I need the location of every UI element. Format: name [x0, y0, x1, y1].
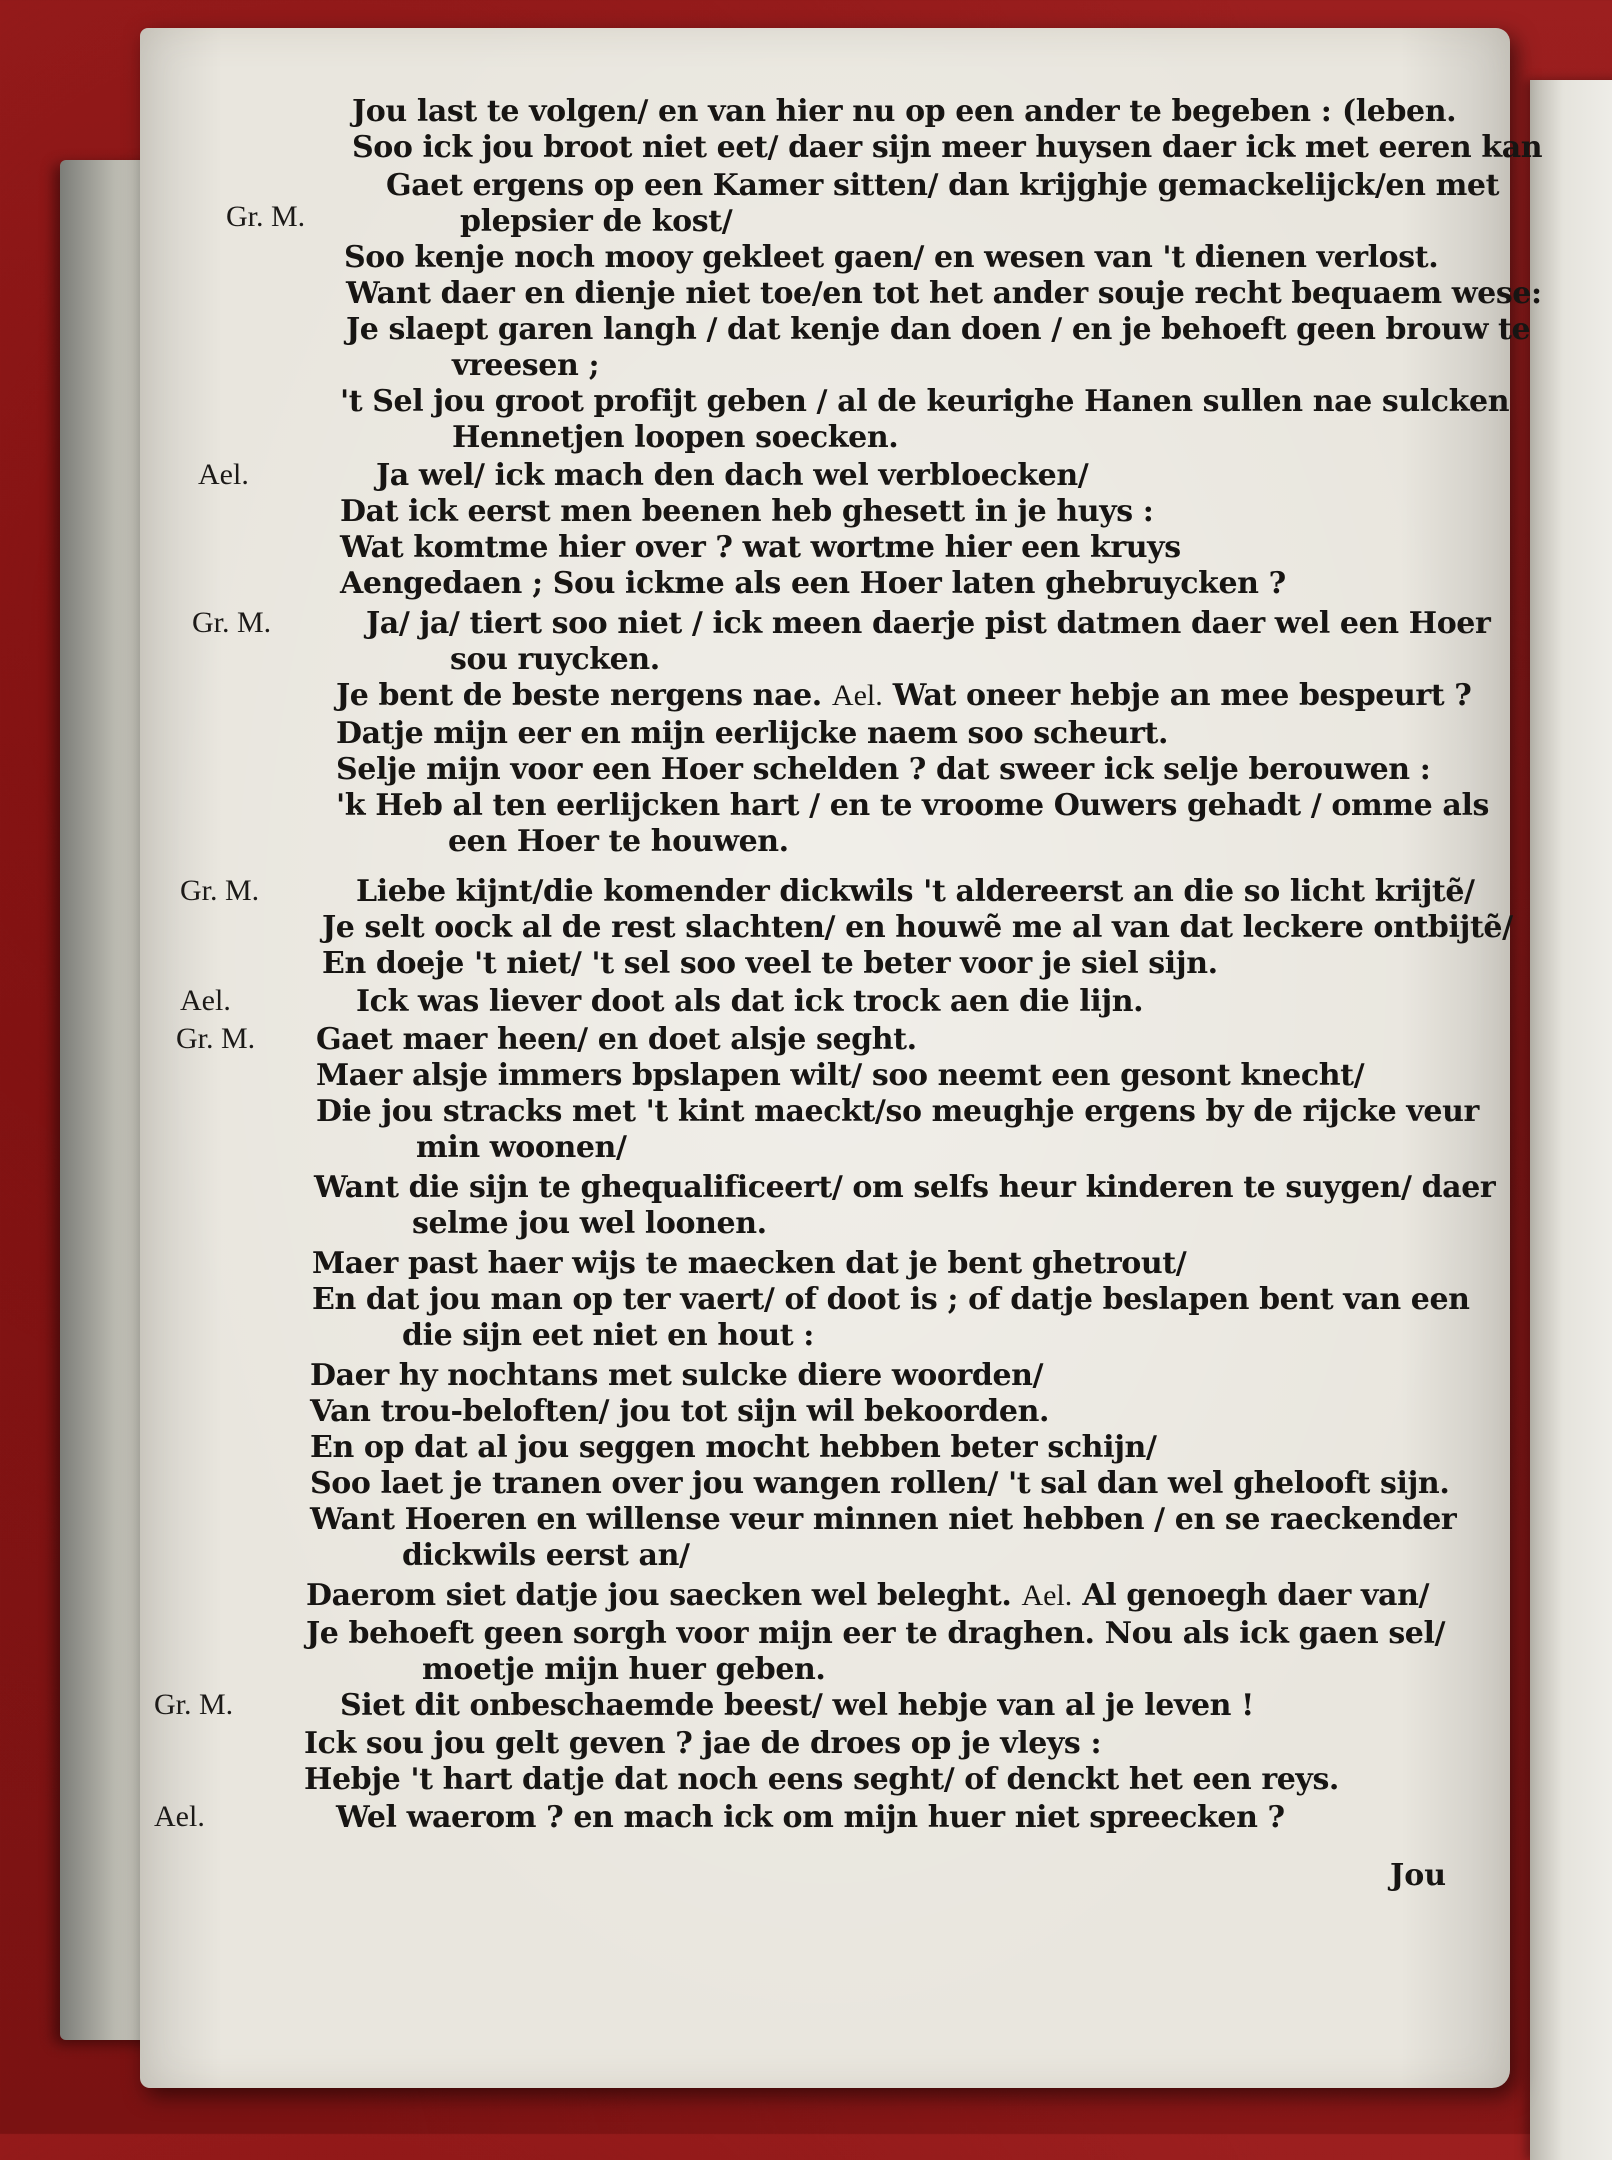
text-line: Soo kenje noch mooy gekleet gaen/ en wesen van 't dienen verlost. — [344, 240, 1439, 275]
text-line: min woonen/ — [416, 1130, 627, 1165]
text-line: Ick sou jou gelt geven ? jae de droes op je vleys : — [304, 1726, 1102, 1761]
text-line: Jou last te volgen/ en van hier nu op een ander te begeben : — [352, 94, 1332, 129]
text-line: moetje mijn huer geben. — [422, 1652, 826, 1687]
text-line: een Hoer te houwen. — [448, 824, 789, 859]
text-line: vreesen ; — [452, 348, 600, 383]
text-span: Al genoegh daer van/ — [1082, 1578, 1430, 1613]
text-line: 'k Heb al ten eerlijcken hart / en te vroome Ouwers gehadt / omme als — [336, 788, 1489, 823]
text-line: Van trou-beloften/ jou tot sijn wil bekoorden. — [310, 1394, 1050, 1429]
text-line: Ja wel/ ick mach den dach wel verbloecken/ — [376, 458, 1089, 493]
text-line: En dat jou man op ter vaert/ of doot is ; of datje beslapen bent van een — [312, 1282, 1470, 1317]
text-line: Wel waerom ? en mach ick om mijn huer niet spreecken ? — [336, 1800, 1285, 1835]
text-line — [336, 678, 1471, 713]
text-line: Wat komtme hier over ? wat wortme hier een kruys — [340, 530, 1181, 565]
text-span: Daerom siet datje jou saecken wel beleght. — [306, 1578, 1012, 1613]
text-line: 't Sel jou groot profijt geben / al de keurighe Hanen sullen nae sulcken — [340, 384, 1510, 419]
text-line: Maer alsje immers bpslapen wilt/ soo neemt een gesont knecht/ — [316, 1058, 1365, 1093]
text-line: sou ruycken. — [450, 642, 660, 677]
text-line: Dat ick eerst men beenen heb ghesett in je huys : — [340, 494, 1154, 529]
text-line: Hennetjen loopen soecken. — [452, 420, 899, 455]
text-line: Selje mijn voor een Hoer schelden ? dat sweer ick selje berouwen : — [336, 752, 1431, 787]
text-line: Liebe kijnt/die komender dickwils 't aldereerst an die so licht krijtẽ/ — [356, 874, 1475, 909]
text-line: Want daer en dienje niet toe/en tot het ander souje recht bequaem wese: — [346, 276, 1542, 311]
speaker-label: Gr. M. — [180, 874, 260, 907]
speaker-label: Gr. M. — [226, 200, 306, 233]
speaker-label: Ael. — [1021, 1579, 1073, 1612]
text-line: plepsier de kost/ — [460, 204, 733, 239]
speaker-label: Ael. — [198, 458, 249, 491]
speaker-label: Gr. M. — [176, 1022, 256, 1055]
text-line: selme jou wel loonen. — [412, 1206, 767, 1241]
text-line: Siet dit onbeschaemde beest/ wel hebje van al je leven ! — [340, 1688, 1254, 1723]
facing-page-edge — [1530, 80, 1612, 2160]
text-span: Wat oneer hebje an mee bespeurt ? — [892, 678, 1472, 713]
text-line: Soo laet je tranen over jou wangen rollen/ 't sal dan wel ghelooft sijn. — [310, 1466, 1450, 1501]
text-line: Gaet ergens op een Kamer sitten/ dan krijghje gemackelijck/en met — [386, 168, 1500, 203]
speaker-label: Gr. M. — [192, 606, 272, 639]
text-line: die sijn eet niet en hout : — [402, 1318, 814, 1353]
text-line: Want die sijn te ghequalificeert/ om selfs heur kinderen te suygen/ daer — [314, 1170, 1496, 1205]
speaker-label: Ael. — [180, 984, 231, 1017]
text-line: Je behoeft geen sorgh voor mijn eer te draghen. Nou als ick gaen sel/ — [306, 1616, 1446, 1651]
text-line: Ick was liever doot als dat ick trock aen die lijn. — [356, 984, 1144, 1019]
text-line: Want Hoeren en willense veur minnen niet hebben / en se raeckender — [310, 1502, 1457, 1537]
text-line: Je slaept garen langh / dat kenje dan doen / en je behoeft geen brouw te — [346, 312, 1531, 347]
speaker-label: Ael. — [154, 1800, 205, 1833]
text-line: dickwils eerst an/ — [402, 1538, 690, 1573]
text-line: Ja/ ja/ tiert soo niet / ick meen daerje pist datmen daer wel een Hoer — [366, 606, 1491, 641]
catchword: Jou — [1390, 1858, 1447, 1893]
text-line: Gaet maer heen/ en doet alsje seght. — [316, 1022, 917, 1057]
text-line: Soo ick jou broot niet eet/ daer sijn meer huysen daer ick met eeren kan — [352, 130, 1543, 165]
text-line: Maer past haer wijs te maecken dat je bent ghetrout/ — [312, 1246, 1187, 1281]
speaker-label: Gr. M. — [154, 1688, 234, 1721]
text-line — [306, 1578, 1429, 1613]
text-line: Aengedaen ; Sou ickme als een Hoer laten ghebruycken ? — [340, 566, 1286, 601]
text-line: Daer hy nochtans met sulcke diere woorden/ — [310, 1358, 1044, 1393]
speaker-label: Ael. — [831, 679, 883, 712]
text-line: Datje mijn eer en mijn eerlijcke naem soo scheurt. — [336, 716, 1169, 751]
text-line: Je selt oock al de rest slachten/ en houwẽ me al van dat leckere ontbijtẽ/ — [322, 910, 1513, 945]
book-page — [140, 28, 1543, 2088]
text-line: Hebje 't hart datje dat noch eens seght/ of denckt het een reys. — [304, 1762, 1339, 1797]
text-line: (leben. — [1342, 94, 1457, 129]
text-line: En op dat al jou seggen mocht hebben beter schijn/ — [310, 1430, 1157, 1465]
text-span: Je bent de beste nergens nae. — [336, 678, 822, 713]
text-line: Die jou stracks met 't kint maeckt/so meughje ergens by de rijcke veur — [316, 1094, 1479, 1129]
text-line: En doeje 't niet/ 't sel soo veel te beter voor je siel sijn. — [322, 946, 1218, 981]
